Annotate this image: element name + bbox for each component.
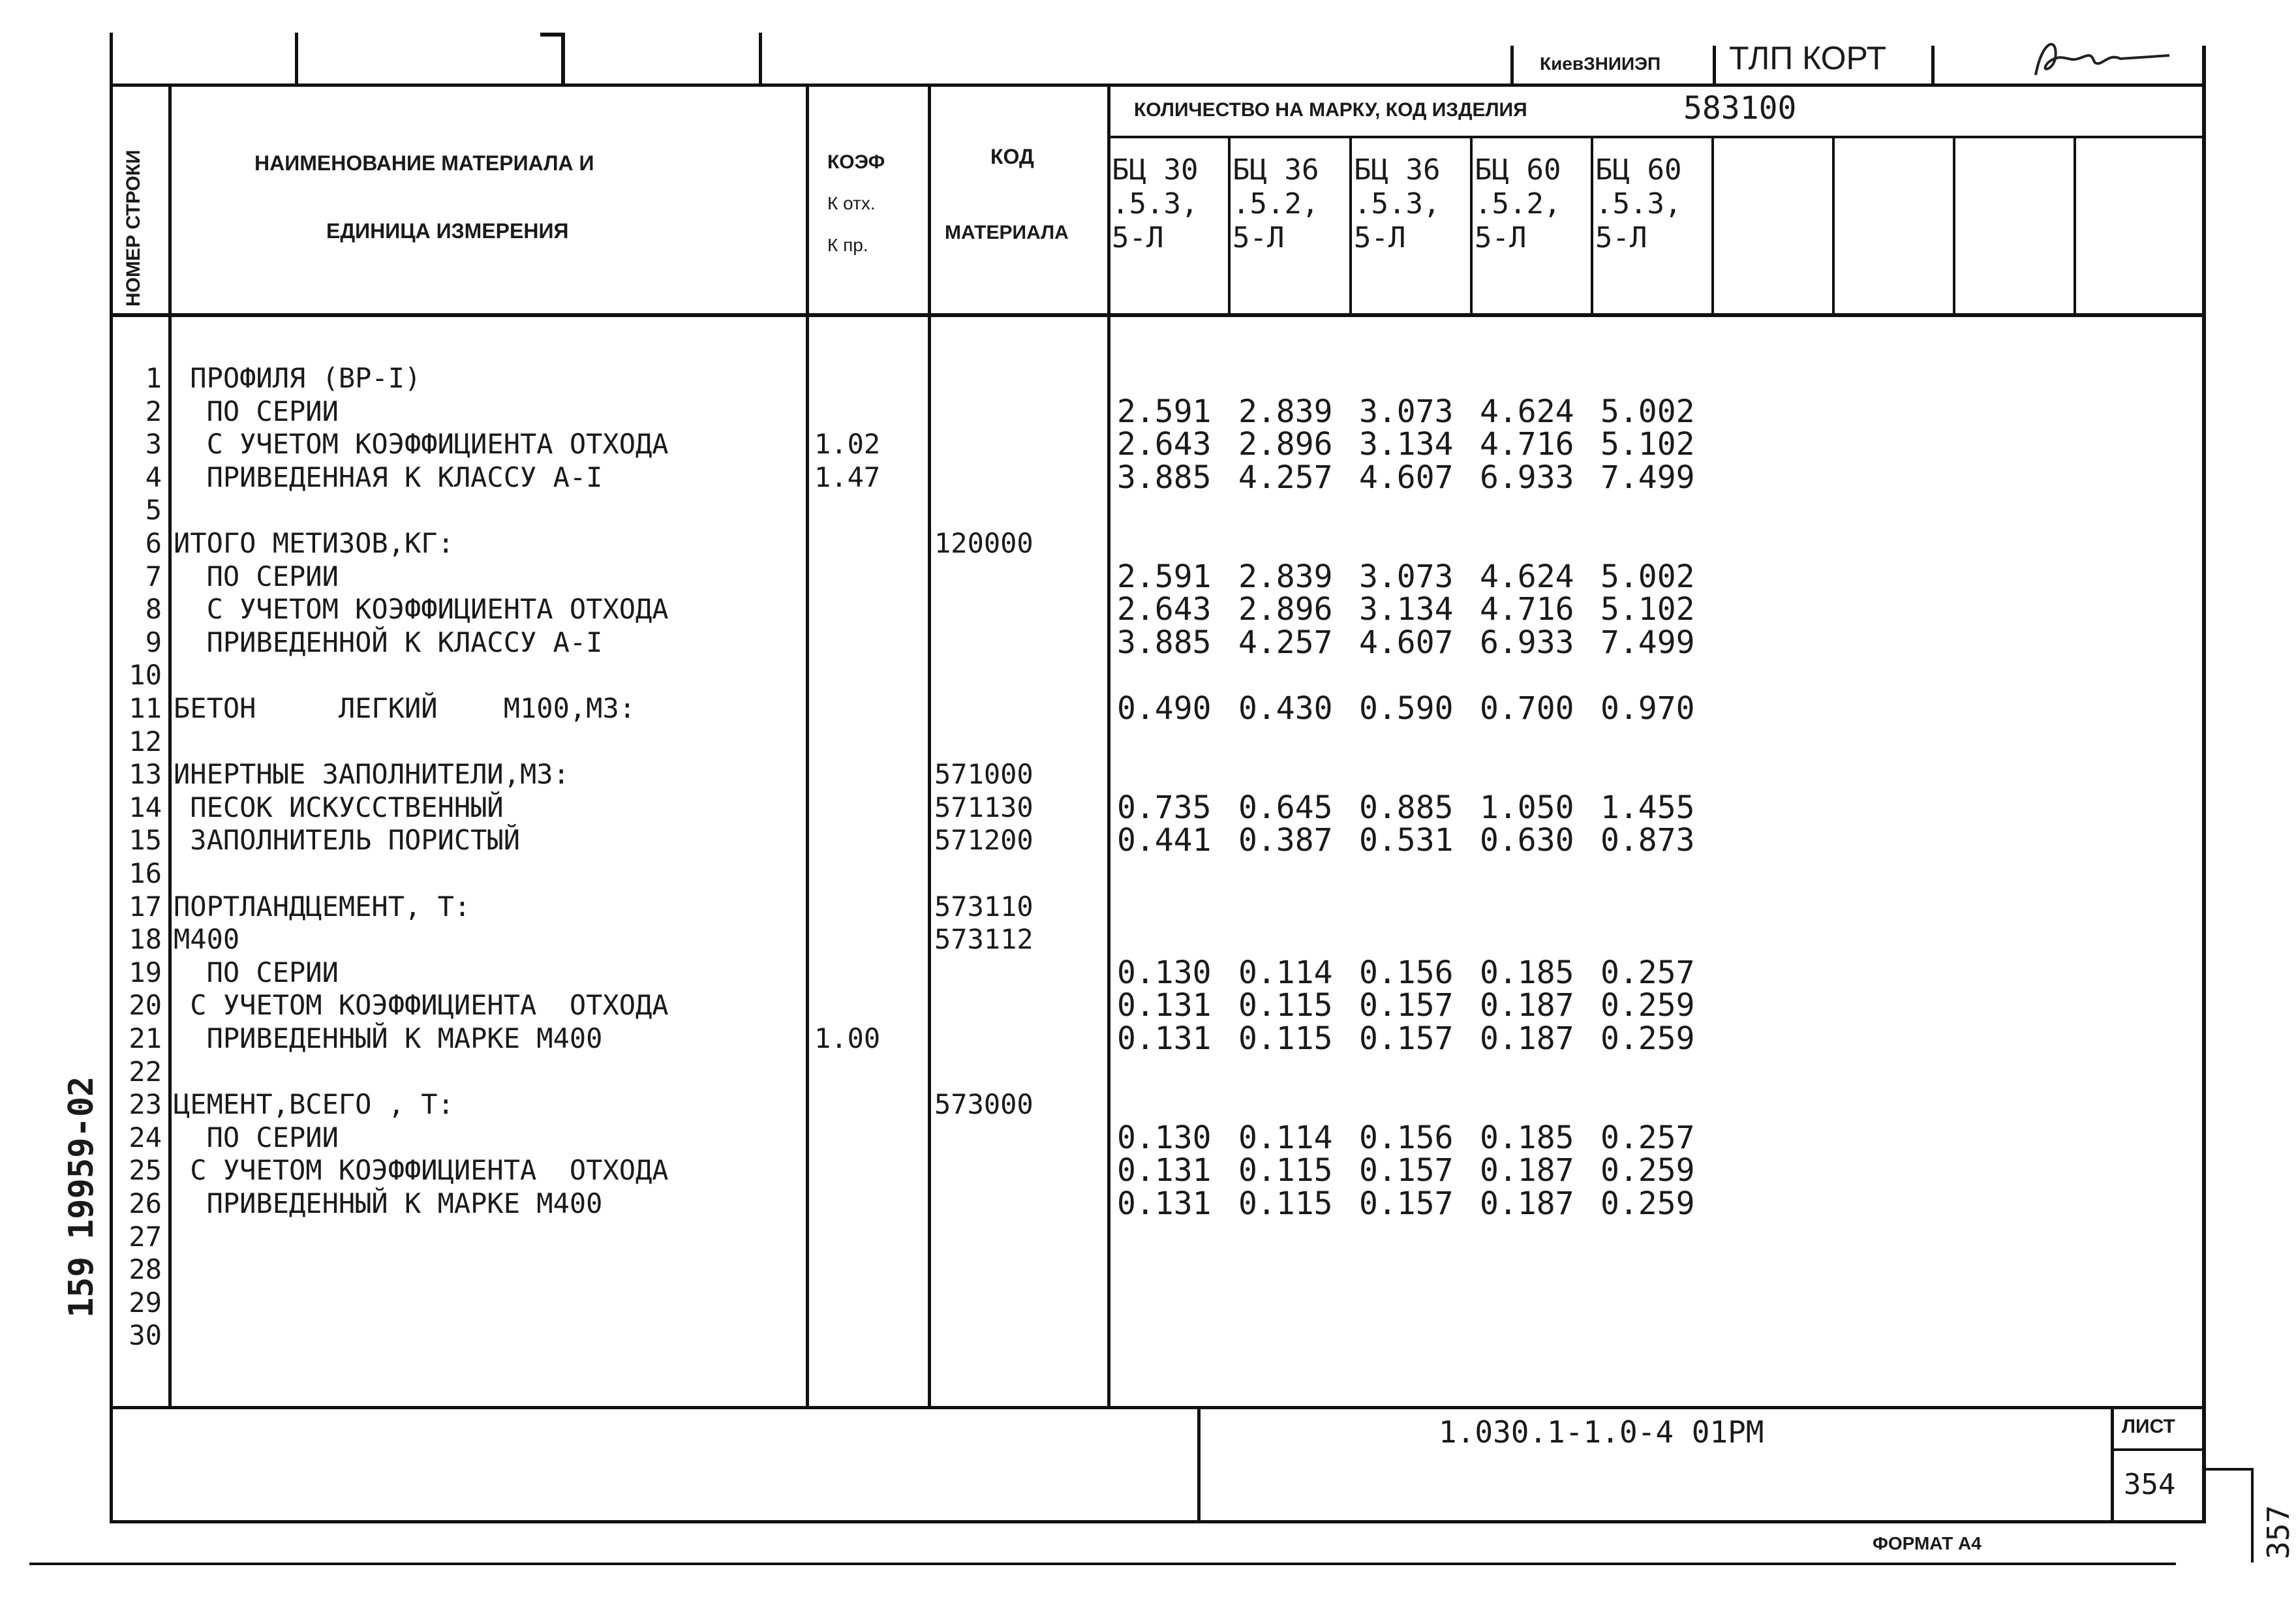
material-name: ПО СЕРИИ (174, 395, 339, 427)
coefficient: 1.47 (814, 461, 881, 493)
quantity-value: 4.607 (1359, 459, 1454, 496)
code-header-2: МАТЕРИАЛА (945, 222, 1069, 243)
quantity-value: 0.185 (1480, 1120, 1574, 1156)
quantity-value: 7.499 (1600, 459, 1695, 496)
quantity-value: 0.131 (1117, 1020, 1212, 1057)
quantity-value: 0.257 (1600, 1120, 1695, 1156)
row-number: 3 (145, 428, 162, 460)
quantity-value: 1.050 (1480, 789, 1574, 826)
material-code: 120000 (934, 527, 1033, 559)
quantity-value: 5.102 (1600, 426, 1695, 463)
row-number: 11 (129, 692, 162, 724)
row-number-label: НОМЕР СТРОКИ (123, 149, 144, 307)
material-name: ПО СЕРИИ (174, 956, 339, 988)
quantity-value: 0.156 (1359, 954, 1454, 991)
quantity-value: 0.885 (1359, 789, 1454, 826)
quantity-value: 0.490 (1117, 690, 1212, 727)
material-code: 571200 (934, 824, 1033, 856)
side-number-b: 159 (62, 1257, 101, 1318)
quantity-value: 0.259 (1600, 1185, 1695, 1222)
row-number: 16 (129, 857, 162, 889)
quantity-value: 2.896 (1238, 591, 1333, 628)
row-number: 19 (129, 956, 162, 988)
quantity-value: 2.643 (1117, 591, 1212, 628)
quantity-value: 2.896 (1238, 426, 1333, 463)
material-code: 573000 (934, 1088, 1033, 1120)
material-name: С УЧЕТОМ КОЭФФИЦИЕНТА ОТХОДА (174, 989, 669, 1021)
quantity-value: 0.114 (1238, 954, 1333, 991)
row-number: 7 (145, 560, 162, 592)
quantity-value: 4.716 (1480, 591, 1574, 628)
material-name: ПРОФИЛЯ (ВР-I) (174, 362, 421, 394)
quantity-value: 0.115 (1238, 987, 1333, 1024)
quantity-value: 0.130 (1117, 1120, 1212, 1156)
quantity-value: 2.591 (1117, 558, 1212, 595)
side-number-a: 19959-02 (62, 1076, 101, 1240)
stamp-org: КиевЗНИИЭП (1540, 53, 1661, 74)
code-header-1: КОД (990, 145, 1034, 168)
quantity-value: 6.933 (1480, 459, 1574, 496)
quantity-value: 4.257 (1238, 459, 1333, 496)
material-code: 573112 (934, 923, 1033, 955)
quantity-value: 0.187 (1480, 1152, 1574, 1189)
row-number: 4 (145, 461, 162, 493)
material-name: ИНЕРТНЫЕ ЗАПОЛНИТЕЛИ,М3: (174, 758, 570, 790)
quantity-value: 0.131 (1117, 1152, 1212, 1189)
material-name-header-1: НАИМЕНОВАНИЕ МАТЕРИАЛА И (254, 151, 594, 175)
row-number: 14 (129, 791, 162, 823)
row-number: 23 (129, 1088, 162, 1120)
material-code: 573110 (934, 891, 1033, 923)
material-name: С УЧЕТОМ КОЭФФИЦИЕНТА ОТХОДА (174, 428, 669, 460)
row-number: 2 (145, 395, 162, 427)
row-number: 8 (145, 593, 162, 625)
quantity-title: КОЛИЧЕСТВО НА МАРКУ, КОД ИЗДЕЛИЯ (1134, 99, 1527, 121)
material-name: ПРИВЕДЕННАЯ К КЛАССУ А-I (174, 461, 603, 493)
material-name: ПРИВЕДЕННЫЙ К МАРКЕ М400 (174, 1187, 603, 1219)
row-number: 10 (129, 659, 162, 691)
row-number: 29 (129, 1287, 162, 1319)
quantity-value: 2.839 (1238, 393, 1333, 430)
quantity-value: 0.157 (1359, 1020, 1454, 1057)
material-name: ПЕСОК ИСКУССТВЕННЫЙ (174, 791, 504, 823)
material-name-header-2: ЕДИНИЦА ИЗМЕРЕНИЯ (326, 219, 569, 243)
quantity-value: 0.873 (1600, 822, 1695, 859)
material-name: ПОРТЛАНДЦЕМЕНТ, Т: (174, 891, 471, 923)
row-number: 13 (129, 758, 162, 790)
quantity-value: 0.115 (1238, 1185, 1333, 1222)
document-code: 1.030.1-1.0-4 01РМ (1439, 1414, 1764, 1450)
quantity-value: 3.885 (1117, 459, 1212, 496)
material-name: ПО СЕРИИ (174, 1122, 339, 1153)
quantity-value: 3.134 (1359, 591, 1454, 628)
material-name: М400 (174, 923, 240, 955)
row-number: 12 (129, 725, 162, 757)
quantity-value: 7.499 (1600, 624, 1695, 661)
row-number: 1 (145, 362, 162, 394)
quantity-value: 0.645 (1238, 789, 1333, 826)
quantity-value: 3.073 (1359, 558, 1454, 595)
coef-header-3: К пр. (827, 235, 868, 255)
product-column-5: БЦ 60 .5.3, 5-Л (1595, 153, 1682, 254)
material-name: БЕТОН ЛЕГКИЙ М100,М3: (174, 692, 636, 724)
quantity-value: 0.441 (1117, 822, 1212, 859)
quantity-value: 0.430 (1238, 690, 1333, 727)
coefficient: 1.02 (814, 428, 881, 460)
quantity-value: 0.157 (1359, 987, 1454, 1024)
row-number: 25 (129, 1154, 162, 1186)
product-column-2: БЦ 36 .5.2, 5-Л (1232, 153, 1319, 254)
quantity-value: 0.700 (1480, 690, 1574, 727)
quantity-value: 0.259 (1600, 1020, 1695, 1057)
coef-header-1: КОЭФ (827, 151, 885, 173)
row-number: 20 (129, 989, 162, 1021)
row-number: 15 (129, 824, 162, 856)
quantity-value: 0.115 (1238, 1152, 1333, 1189)
quantity-value: 5.102 (1600, 591, 1695, 628)
row-number: 9 (145, 626, 162, 658)
quantity-value: 6.933 (1480, 624, 1574, 661)
quantity-value: 0.735 (1117, 789, 1212, 826)
quantity-value: 0.114 (1238, 1120, 1333, 1156)
quantity-value: 0.130 (1117, 954, 1212, 991)
row-number: 30 (129, 1319, 162, 1351)
signature-mark (2029, 33, 2179, 85)
quantity-value: 3.134 (1359, 426, 1454, 463)
row-number: 5 (145, 494, 162, 526)
quantity-value: 2.839 (1238, 558, 1333, 595)
row-number: 27 (129, 1221, 162, 1253)
material-name: С УЧЕТОМ КОЭФФИЦИЕНТА ОТХОДА (174, 1154, 669, 1186)
quantity-value: 4.624 (1480, 393, 1574, 430)
quantity-value: 0.131 (1117, 987, 1212, 1024)
material-name: ЦЕМЕНТ,ВСЕГО , Т: (174, 1088, 454, 1120)
product-column-1: БЦ 30 .5.3, 5-Л (1112, 153, 1199, 254)
quantity-value: 4.716 (1480, 426, 1574, 463)
row-number: 24 (129, 1122, 162, 1153)
quantity-value: 0.187 (1480, 987, 1574, 1024)
product-code: 583100 (1683, 90, 1797, 127)
quantity-value: 4.257 (1238, 624, 1333, 661)
row-number: 6 (145, 527, 162, 559)
quantity-value: 0.157 (1359, 1185, 1454, 1222)
row-number: 26 (129, 1187, 162, 1219)
quantity-value: 0.531 (1359, 822, 1454, 859)
row-number: 21 (129, 1022, 162, 1054)
row-number: 22 (129, 1056, 162, 1088)
quantity-value: 0.115 (1238, 1020, 1333, 1057)
quantity-value: 5.002 (1600, 558, 1695, 595)
quantity-value: 0.590 (1359, 690, 1454, 727)
quantity-value: 2.643 (1117, 426, 1212, 463)
material-name: ИТОГО МЕТИЗОВ,КГ: (174, 527, 454, 559)
material-code: 571130 (934, 791, 1033, 823)
material-name: ЗАПОЛНИТЕЛЬ ПОРИСТЫЙ (174, 824, 521, 856)
row-number: 17 (129, 891, 162, 923)
material-name: С УЧЕТОМ КОЭФФИЦИЕНТА ОТХОДА (174, 593, 669, 625)
product-column-3: БЦ 36 .5.3, 5-Л (1354, 153, 1441, 254)
sheet-number: 354 (2124, 1468, 2176, 1501)
quantity-value: 0.259 (1600, 1152, 1695, 1189)
quantity-value: 0.630 (1480, 822, 1574, 859)
format-label: ФОРМАТ А4 (1873, 1533, 1982, 1553)
material-name: ПРИВЕДЕННОЙ К КЛАССУ А-I (174, 626, 603, 658)
corner-number: 357 (2261, 1504, 2296, 1559)
quantity-value: 1.455 (1600, 789, 1695, 826)
stamp-system: ТЛП КОРТ (1729, 40, 1887, 76)
product-column-4: БЦ 60 .5.2, 5-Л (1475, 153, 1561, 254)
material-name: ПО СЕРИИ (174, 560, 339, 592)
quantity-value: 0.157 (1359, 1152, 1454, 1189)
quantity-value: 4.607 (1359, 624, 1454, 661)
quantity-value: 5.002 (1600, 393, 1695, 430)
quantity-value: 0.187 (1480, 1020, 1574, 1057)
quantity-value: 0.257 (1600, 954, 1695, 991)
quantity-value: 0.259 (1600, 987, 1695, 1024)
row-number-header (123, 111, 145, 307)
quantity-value: 0.131 (1117, 1185, 1212, 1222)
quantity-value: 0.970 (1600, 690, 1695, 727)
coefficient: 1.00 (814, 1022, 881, 1054)
quantity-value: 0.387 (1238, 822, 1333, 859)
quantity-value: 0.156 (1359, 1120, 1454, 1156)
coef-header-2: К отх. (827, 193, 876, 213)
row-number: 18 (129, 923, 162, 955)
quantity-value: 0.185 (1480, 954, 1574, 991)
quantity-value: 3.885 (1117, 624, 1212, 661)
quantity-value: 4.624 (1480, 558, 1574, 595)
row-number: 28 (129, 1253, 162, 1285)
quantity-value: 0.187 (1480, 1185, 1574, 1222)
material-name: ПРИВЕДЕННЫЙ К МАРКЕ М400 (174, 1022, 603, 1054)
material-code: 571000 (934, 758, 1033, 790)
quantity-value: 2.591 (1117, 393, 1212, 430)
quantity-value: 3.073 (1359, 393, 1454, 430)
sheet-label: ЛИСТ (2122, 1416, 2175, 1437)
